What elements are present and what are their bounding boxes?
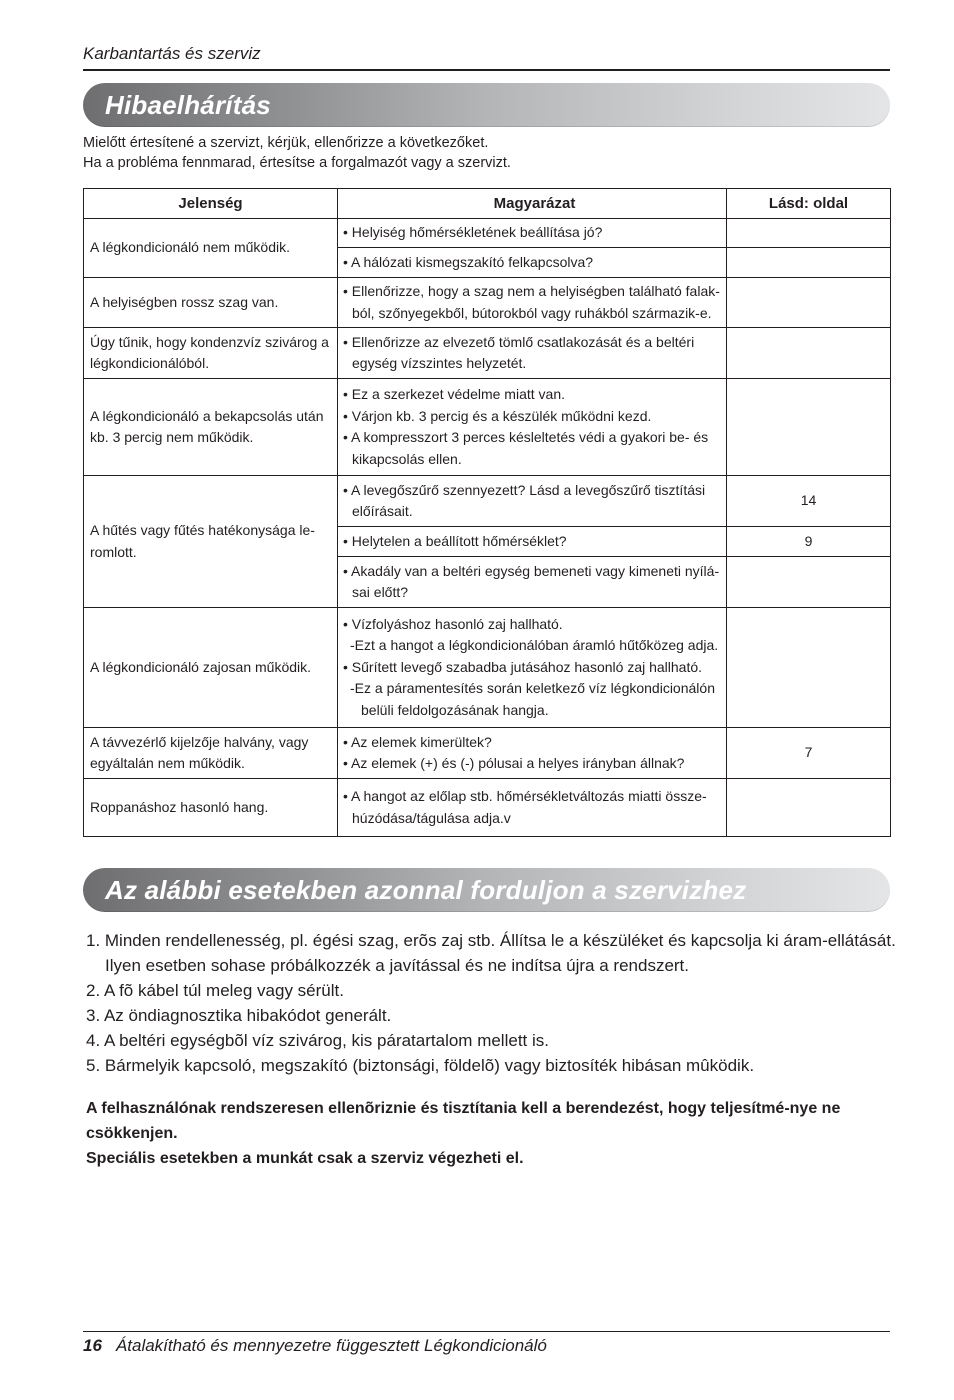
section-banner-call-service (83, 868, 890, 912)
column-header-explanation: Magyarázat (338, 189, 727, 219)
page-cell (727, 248, 891, 278)
section-title: Hibaelhárítás (105, 90, 271, 120)
explanation-cell (338, 219, 727, 248)
page-cell (727, 557, 891, 608)
intro-text (83, 133, 511, 173)
page-number: 16 (83, 1336, 102, 1355)
list-item: 1. Minden rendellenesség, pl. égési szag, erõs zaj stb. Állítsa le a készüléket és kapcsolja ki áram-ellátását. Ilyen esetben sohase próbálkozzék a javítással és ne indítsa újra a rendszert. (86, 931, 896, 975)
note-line: Speciális esetekben a munkát csak a szerviz végezheti el. (86, 1150, 524, 1167)
footer-rule (83, 1331, 890, 1332)
explanation-line: kikapcsolás ellen. (352, 450, 462, 467)
explanation-line: • A hálózati kismegszakító felkapcsolva? (343, 253, 594, 270)
page-cell (727, 278, 891, 328)
running-header: Karbantartás és szerviz (83, 44, 261, 63)
explanation-line: • Akadály van a beltéri egység bemeneti vagy kimeneti nyílá- (343, 562, 720, 579)
table-row (84, 219, 891, 248)
page-cell (727, 328, 891, 379)
explanation-line: húzódása/tágulása adja.v (352, 809, 511, 826)
explanation-line: • Az elemek (+) és (-) pólusai a helyes irányban állnak? (343, 755, 685, 771)
explanation-line: • A hangot az előlap stb. hőmérsékletváltozás miatti össze- (343, 788, 707, 804)
symptom-cell: A légkondicionáló a bekapcsolás után kb. 3 percig nem működik. (84, 379, 338, 476)
explanation-line: • Vízfolyáshoz hasonló zaj hallható. (343, 615, 563, 632)
explanation-cell (338, 557, 727, 608)
explanation-line: sai előtt? (352, 584, 409, 600)
page-footer (83, 1336, 547, 1356)
explanation-line: • Sűrített levegő szabadba jutásához hasonló zaj hallható. (343, 658, 703, 675)
column-header-page: Lásd: oldal (727, 189, 891, 219)
maintenance-note (86, 1096, 891, 1171)
page-cell: 9 (727, 527, 891, 557)
page-cell: 14 (727, 476, 891, 527)
explanation-cell (338, 728, 727, 779)
column-header-symptom: Jelenség (84, 189, 338, 219)
explanation-line: egység vízszintes helyzetét. (352, 355, 527, 371)
table-row (84, 379, 891, 476)
symptom-cell: A helyiségben rossz szag van. (84, 278, 338, 328)
table-row (84, 728, 891, 779)
explanation-line: • A kompresszort 3 perces késleltetés védi a gyakori be- és (343, 429, 709, 445)
explanation-cell (338, 779, 727, 837)
table-row (84, 328, 891, 379)
list-item: 2. A fõ kábel túl meleg vagy sérült. (86, 981, 344, 1000)
explanation-cell (338, 248, 727, 278)
explanation-line: • Várjon kb. 3 percig és a készülék működni kezd. (343, 407, 652, 424)
section-title: Az alábbi esetekben azonnal forduljon a szervizhez (105, 875, 747, 905)
explanation-line: előírásait. (352, 503, 413, 519)
explanation-line: -Ezt a hangot a légkondicionálóban áramló hűtőközeg adja. (350, 637, 719, 654)
table-row (84, 779, 891, 837)
header-rule (83, 69, 890, 71)
explanation-cell (338, 608, 727, 728)
explanation-cell (338, 476, 727, 527)
symptom-cell: A légkondicionáló nem működik. (84, 219, 338, 278)
table-row (84, 278, 891, 328)
table-row (84, 608, 891, 728)
explanation-cell (338, 328, 727, 379)
explanation-cell (338, 527, 727, 557)
explanation-cell (338, 278, 727, 328)
symptom-cell: A távvezérlő kijelzője halvány, vagy egyáltalán nem működik. (84, 728, 338, 779)
intro-line: Ha a probléma fennmarad, értesítse a forgalmazót vagy a szervizt. (83, 155, 511, 171)
symptom-cell: A hűtés vagy fűtés hatékonysága le-romlott. (84, 476, 338, 608)
note-line: A felhasználónak rendszeresen ellenõriznie és tisztítania kell a berendezést, hogy teljesítmé-nye ne csökkenjen. (86, 1100, 841, 1142)
explanation-line: • Az elemek kimerültek? (343, 733, 492, 750)
page-cell: 7 (727, 728, 891, 779)
intro-line: Mielőtt értesítené a szervizt, kérjük, ellenőrizze a következőket. (83, 135, 489, 151)
section-banner-troubleshooting (83, 83, 890, 127)
explanation-line: • Helytelen a beállított hőmérséklet? (343, 532, 567, 549)
service-cases-list (86, 928, 905, 1078)
list-item: 3. Az öndiagnosztika hibakódot generált. (86, 1006, 392, 1025)
symptom-cell: Úgy tűnik, hogy kondenzvíz szivárog a légkondicionálóból. (84, 328, 338, 379)
table-header-row (84, 189, 891, 219)
page-cell (727, 219, 891, 248)
list-item: 4. A beltéri egységbõl víz szivárog, kis páratartalom mellett is. (86, 1031, 549, 1050)
explanation-cell (338, 379, 727, 476)
page-cell (727, 608, 891, 728)
explanation-line: • Helyiség hőmérsékletének beállítása jó? (343, 224, 603, 241)
symptom-cell: Roppanáshoz hasonló hang. (84, 779, 338, 837)
footer-title: Átalakítható és mennyezetre függesztett Légkondicionáló (115, 1336, 547, 1355)
troubleshooting-table (83, 188, 891, 837)
symptom-cell: A légkondicionáló zajosan működik. (84, 608, 338, 728)
list-item: 5. Bármelyik kapcsoló, megszakító (biztonsági, földelõ) vagy biztosíték hibásan mûködik. (86, 1056, 755, 1075)
explanation-line: ból, szőnyegekből, bútorokból vagy ruhákból származik-e. (352, 304, 712, 321)
explanation-line: • Ez a szerkezet védelme miatt van. (343, 386, 565, 402)
explanation-line: -Ez a páramentesítés során keletkező víz légkondicionálón (350, 680, 715, 697)
explanation-line: belüli feldolgozásának hangja. (361, 701, 549, 718)
explanation-line: • Ellenőrizze, hogy a szag nem a helyiségben található falak- (343, 283, 720, 299)
page-cell (727, 779, 891, 837)
table-row (84, 476, 891, 527)
page-cell (727, 379, 891, 476)
explanation-line: • Ellenőrizze az elvezető tömlő csatlakozását és a beltéri (343, 333, 695, 350)
explanation-line: • A levegőszűrő szennyezett? Lásd a levegőszűrő tisztítási (343, 481, 706, 498)
